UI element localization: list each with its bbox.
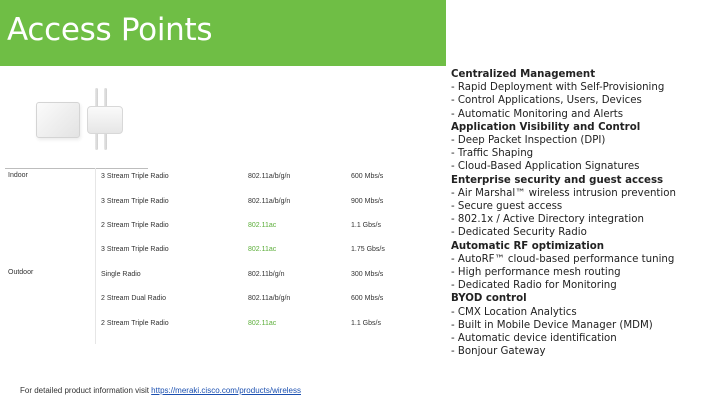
standard-cell: 802.11ac xyxy=(248,246,277,253)
feature-item: - Automatic Monitoring and Alerts xyxy=(451,108,624,120)
radio-cell: 2 Stream Triple Radio xyxy=(101,222,169,229)
radio-cell: 3 Stream Triple Radio xyxy=(101,173,169,180)
standard-cell: 802.11a/b/g/n xyxy=(248,295,291,302)
feature-heading: Automatic RF optimization xyxy=(451,240,604,252)
feature-item: - Control Applications, Users, Devices xyxy=(451,95,642,107)
footer-text: For detailed product information visit xyxy=(20,386,152,395)
feature-item: - High performance mesh routing xyxy=(451,267,621,279)
feature-item: - Dedicated Radio for Monitoring xyxy=(451,280,617,292)
feature-heading: Application Visibility and Control xyxy=(451,121,641,133)
standard-cell: 802.11a/b/g/n xyxy=(248,173,291,180)
group-label-outdoor: Outdoor xyxy=(8,269,34,276)
feature-item: - CMX Location Analytics xyxy=(451,306,577,318)
feature-heading: Centralized Management xyxy=(451,69,596,80)
feature-item: - Air Marshal™ wireless intrusion prevention xyxy=(451,187,676,199)
speed-cell: 600 Mbs/s xyxy=(351,173,384,180)
feature-list xyxy=(451,68,719,358)
group-label-indoor: Indoor xyxy=(8,172,28,179)
table-divider xyxy=(5,168,148,169)
feature-item: - Secure guest access xyxy=(451,201,563,213)
speed-cell: 900 Mbs/s xyxy=(351,198,384,205)
feature-heading: BYOD control xyxy=(451,293,527,305)
product-link[interactable]: https://meraki.cisco.com/products/wireless xyxy=(151,386,301,395)
feature-item: - Automatic device identification xyxy=(451,333,617,345)
outdoor-access-point-image xyxy=(87,106,123,134)
feature-item: - Bonjour Gateway xyxy=(451,346,546,358)
speed-cell: 1.1 Gbs/s xyxy=(351,222,381,229)
footer-note xyxy=(20,386,301,395)
feature-item: - Deep Packet Inspection (DPI) xyxy=(451,135,606,147)
speed-cell: 1.75 Gbs/s xyxy=(351,246,385,253)
standard-cell: 802.11a/b/g/n xyxy=(248,198,291,205)
title-banner xyxy=(0,0,446,66)
speed-cell: 1.1 Gbs/s xyxy=(351,320,381,327)
radio-cell: Single Radio xyxy=(101,271,141,278)
table-column-divider xyxy=(95,168,96,344)
standard-cell: 802.11b/g/n xyxy=(248,271,285,278)
radio-cell: 3 Stream Triple Radio xyxy=(101,198,169,205)
feature-heading: Enterprise security and guest access xyxy=(451,174,664,186)
radio-cell: 3 Stream Triple Radio xyxy=(101,246,169,253)
speed-cell: 300 Mbs/s xyxy=(351,271,384,278)
feature-item: - AutoRF™ cloud-based performance tuning xyxy=(451,253,675,265)
feature-item: - Cloud-Based Application Signatures xyxy=(451,161,640,173)
feature-item: - Traffic Shaping xyxy=(451,148,534,160)
feature-item: - 802.1x / Active Directory integration xyxy=(451,214,644,226)
feature-item: - Built in Mobile Device Manager (MDM) xyxy=(451,319,653,331)
radio-cell: 2 Stream Triple Radio xyxy=(101,320,169,327)
feature-item: - Dedicated Security Radio xyxy=(451,227,587,239)
standard-cell: 802.11ac xyxy=(248,222,277,229)
indoor-access-point-image xyxy=(36,102,80,138)
page-title: Access Points xyxy=(7,12,213,48)
feature-item: - Rapid Deployment with Self-Provisioning xyxy=(451,82,665,94)
radio-cell: 2 Stream Dual Radio xyxy=(101,295,166,302)
speed-cell: 600 Mbs/s xyxy=(351,295,384,302)
standard-cell: 802.11ac xyxy=(248,320,277,327)
